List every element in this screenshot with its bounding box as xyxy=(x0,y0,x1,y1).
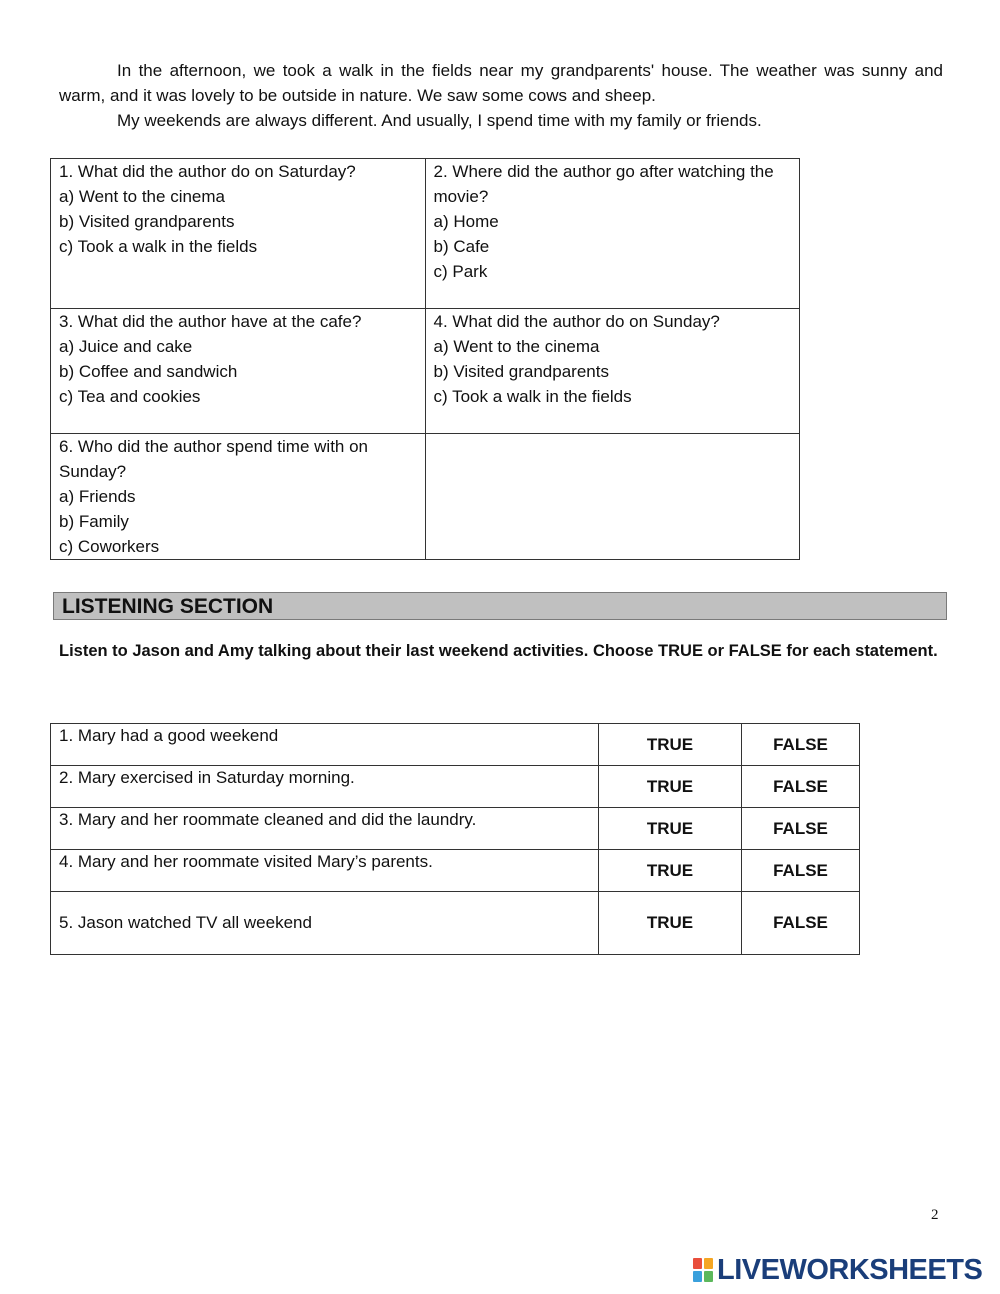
listening-instruction: Listen to Jason and Amy talking about their last weekend activities. Choose TRUE or FALSE for each statement. xyxy=(59,642,938,660)
logo-mark-icon xyxy=(693,1258,714,1282)
false-option[interactable]: FALSE xyxy=(742,892,860,955)
question-text: 4. What did the author do on Sunday? xyxy=(433,312,720,331)
answer-option[interactable]: b) Family xyxy=(59,512,129,531)
true-option[interactable]: TRUE xyxy=(599,724,742,766)
true-option[interactable]: TRUE xyxy=(599,808,742,850)
answer-option[interactable]: b) Coffee and sandwich xyxy=(59,362,238,381)
empty-cell xyxy=(425,434,800,560)
answer-option[interactable]: c) Park xyxy=(433,262,488,281)
question-cell xyxy=(51,309,426,434)
true-option[interactable]: TRUE xyxy=(599,766,742,808)
question-cell xyxy=(425,159,800,309)
statement-row xyxy=(51,850,860,892)
statement-row xyxy=(51,766,860,808)
answer-option[interactable]: a) Went to the cinema xyxy=(433,337,600,356)
question-cell xyxy=(51,434,426,560)
statement-text: 1. Mary had a good weekend xyxy=(51,724,599,766)
false-option[interactable]: FALSE xyxy=(742,724,860,766)
answer-option[interactable]: b) Visited grandparents xyxy=(59,212,235,231)
statement-text: 3. Mary and her roommate cleaned and did the laundry. xyxy=(51,808,599,850)
answer-option[interactable]: a) Went to the cinema xyxy=(59,187,225,206)
reading-questions-table xyxy=(50,158,800,560)
answer-option[interactable]: c) Tea and cookies xyxy=(59,387,201,406)
question-text: 3. What did the author have at the cafe? xyxy=(59,312,362,331)
question-text: 6. Who did the author spend time with on Sunday? xyxy=(59,437,369,481)
page-number: 2 xyxy=(931,1207,939,1223)
question-text: 1. What did the author do on Saturday? xyxy=(59,162,356,181)
statement-row xyxy=(51,808,860,850)
answer-option[interactable]: c) Took a walk in the fields xyxy=(433,387,632,406)
false-option[interactable]: FALSE xyxy=(742,808,860,850)
question-cell xyxy=(425,309,800,434)
statement-text: 2. Mary exercised in Saturday morning. xyxy=(51,766,599,808)
answer-option[interactable]: a) Home xyxy=(433,212,499,231)
answer-option[interactable]: b) Cafe xyxy=(433,237,490,256)
section-title: LISTENING SECTION xyxy=(62,595,274,618)
statement-text: 5. Jason watched TV all weekend xyxy=(51,892,599,955)
logo-text: LIVEWORKSHEETS xyxy=(717,1254,983,1286)
answer-option[interactable]: c) Coworkers xyxy=(59,537,160,556)
statement-row xyxy=(51,892,860,955)
reading-paragraph: My weekends are always different. And usually, I spend time with my family or friends. xyxy=(117,111,762,130)
true-false-table xyxy=(50,723,860,955)
answer-option[interactable]: a) Friends xyxy=(59,487,136,506)
question-text: 2. Where did the author go after watching the movie? xyxy=(433,162,774,206)
false-option[interactable]: FALSE xyxy=(742,850,860,892)
false-option[interactable]: FALSE xyxy=(742,766,860,808)
question-cell xyxy=(51,159,426,309)
reading-paragraph: In the afternoon, we took a walk in the fields near my grandparents' house. The weather was sunny and warm, and it was lovely to be outside in nature. We saw some cows and sheep. xyxy=(59,61,943,105)
statement-row xyxy=(51,724,860,766)
answer-option[interactable]: c) Took a walk in the fields xyxy=(59,237,258,256)
statement-text: 4. Mary and her roommate visited Mary’s parents. xyxy=(51,850,599,892)
true-option[interactable]: TRUE xyxy=(599,892,742,955)
answer-option[interactable]: a) Juice and cake xyxy=(59,337,193,356)
true-option[interactable]: TRUE xyxy=(599,850,742,892)
listening-section-header xyxy=(53,592,947,620)
answer-option[interactable]: b) Visited grandparents xyxy=(433,362,609,381)
